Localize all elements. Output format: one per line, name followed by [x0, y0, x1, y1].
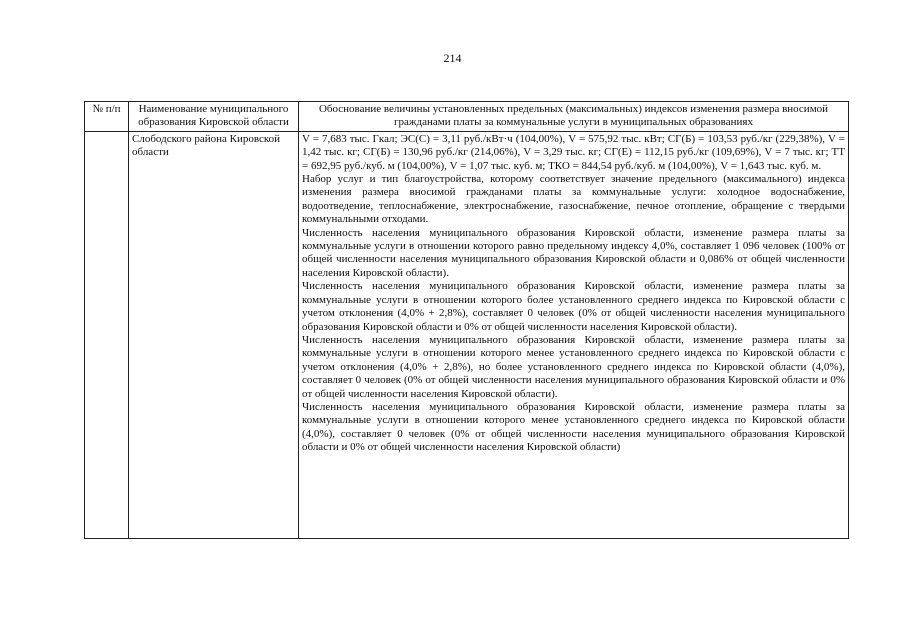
header-number: № п/п: [85, 102, 129, 132]
population-above-paragraph: Численность населения муниципального образования Кировской области, изменение размера платы за коммунальные услуги в отношении которого более установленного среднего индекса по Кировской области с учетом отклонения (4,0% + 2,8%), составляет 0 человек (0% от общей численности населения муниципального образования Кировской области и 0% от общей численности населения Кировской области).: [302, 280, 845, 333]
table-header-row: [85, 102, 849, 132]
header-rationale: Обоснование величины установленных предельных (максимальных) индексов изменения размера вносимой гражданами платы за коммунальные услуги в муниципальных образованиях: [299, 102, 849, 132]
row-rationale: [299, 131, 849, 538]
table-row: [85, 131, 849, 538]
tariff-paragraph: V = 7,683 тыс. Гкал; ЭС(С) = 3,11 руб./кВт·ч (104,00%), V = 575,92 тыс. кВт; СГ(Б) = 103,53 руб./кг (229,38%), V = 1,42 тыс. кг; СГ(Б) = 130,96 руб./кг (214,06%), V = 3,29 тыс. кг; СГ(Е) = 112,15 руб./кг (109,69%), V = 7 тыс. кг; ТТ = 692,95 руб./куб. м (104,00%), V = 1,07 тыс. куб. м; ТКО = 844,54 руб./куб. м (104,00%), V = 1,643 тыс. куб. м.: [302, 132, 845, 172]
population-below-paragraph: Численность населения муниципального образования Кировской области, изменение размера платы за коммунальные услуги в отношении которого менее установленного среднего индекса по Кировской области (4,0%), составляет 0 человек (0% от общей численности населения муниципального образования Кировской области и 0% от общей численности населения Кировской области): [302, 400, 845, 454]
row-municipality: Слободского района Кировской области: [129, 131, 299, 538]
header-municipality: Наименование муниципального образования Кировской области: [129, 102, 299, 132]
rationale-table: [84, 101, 849, 539]
services-paragraph: Набор услуг и тип благоустройства, которому соответствует значение предельного (максимального) индекса изменения размера вносимой гражданами платы за коммунальные услуги: холодное водоснабжение, водоотведение, теплоснабжение, электроснабжение, газоснабжение, печное отопление, обращение с твердыми коммунальными отходами.: [302, 173, 845, 226]
page-number: 214: [443, 51, 462, 65]
row-number: [85, 131, 129, 538]
population-between-paragraph: Численность населения муниципального образования Кировской области, изменение размера платы за коммунальные услуги в отношении которого менее установленного среднего индекса по Кировской области с учетом отклонения (4,0% + 2,8%), но более установленного среднего индекса по Кировской области (4,0%), составляет 0 человек (0% от общей численности населения муниципального образования Кировской области и 0% от общей численности населения Кировской области).: [302, 333, 845, 400]
population-equal-paragraph: Численность населения муниципального образования Кировской области, изменение размера платы за коммунальные услуги в отношении которого равно предельному индексу 4,0%, составляет 1 096 человек (100% от общей численности населения муниципального образования Кировской области и 0,086% от общей численности населения Кировской области).: [302, 226, 845, 279]
